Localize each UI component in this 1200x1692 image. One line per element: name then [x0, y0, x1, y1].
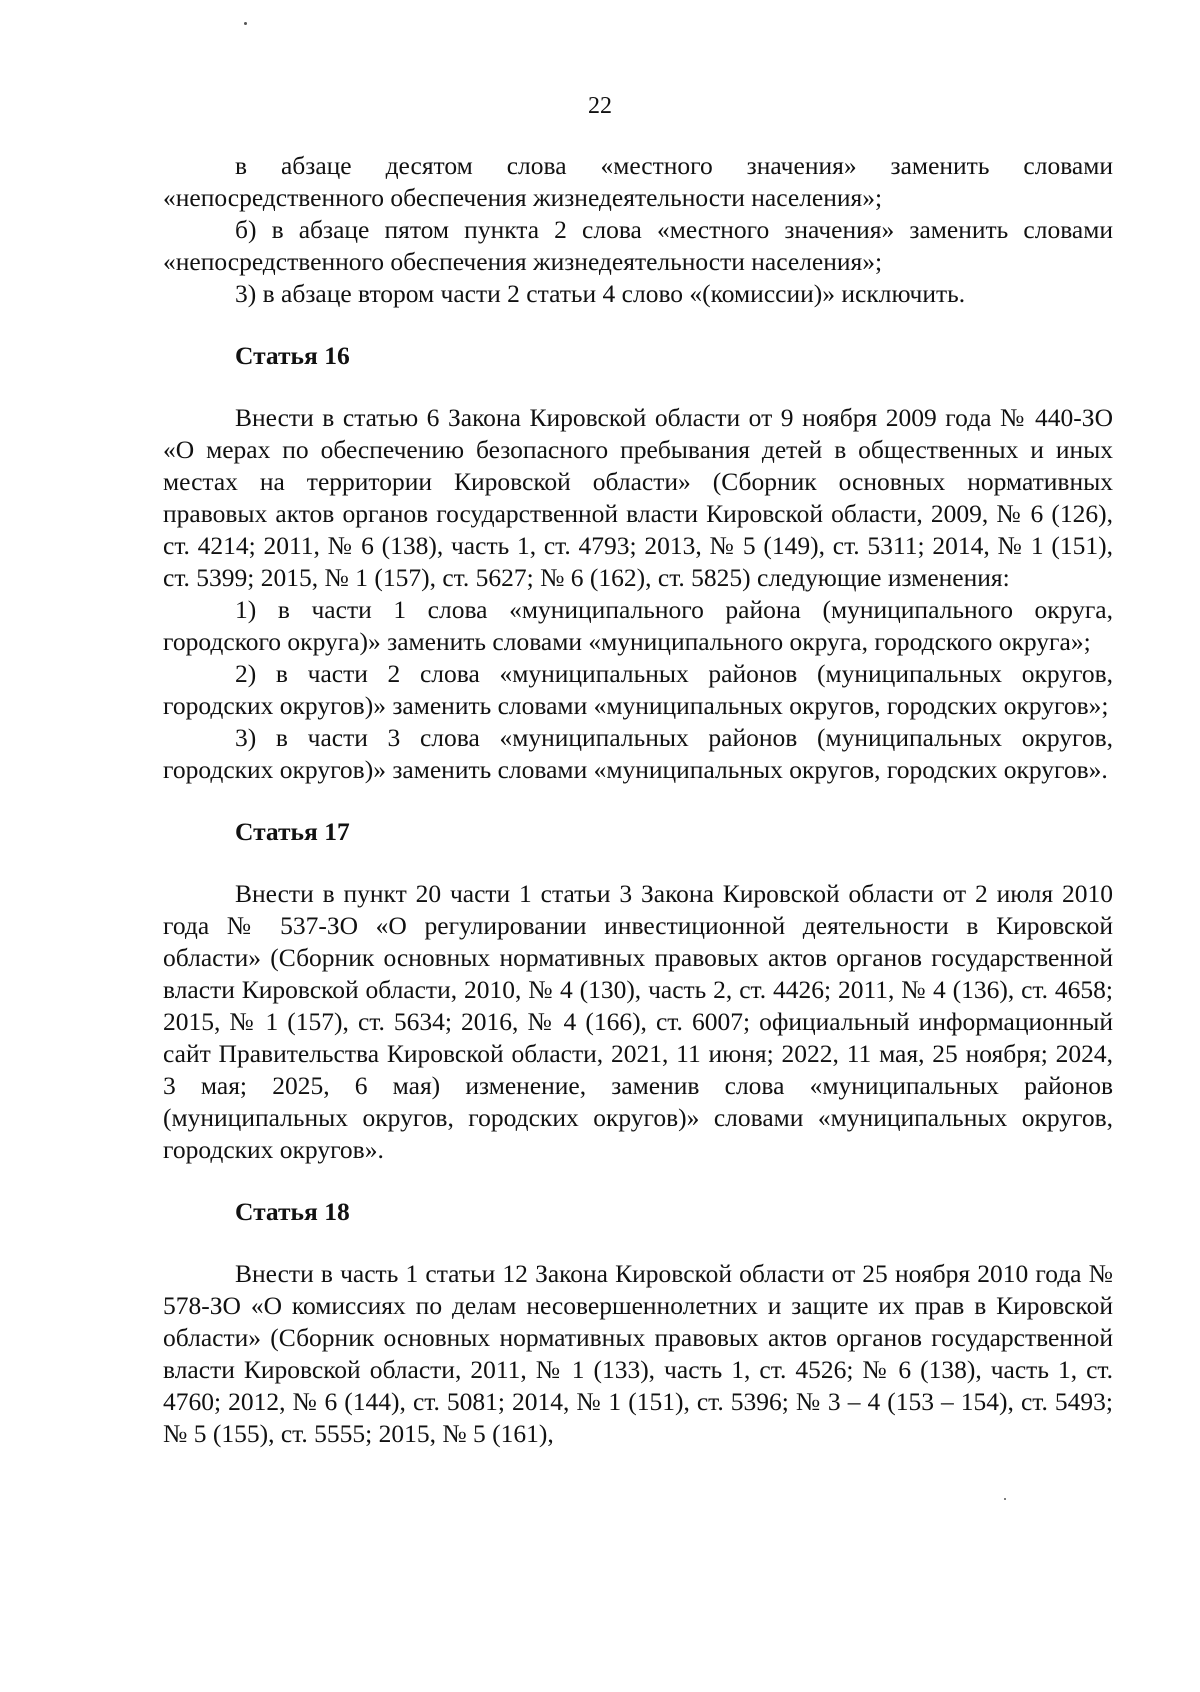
paragraph: б) в абзаце пятом пункта 2 слова «местного значения» заменить словами «непосредственного обеспечения жизнедеятельности населения»; — [163, 215, 1113, 276]
article-paragraph: Внести в пункт 20 части 1 статьи 3 Закона Кировской области от 2 июля 2010 года № 537-ЗО «О регулировании инвестиционной деятельности в Кировской области» (Сборник основных нормативных правовых актов органов государственной власти Кировской области, 2010, № 4 (130), часть 2, ст. 4426; 2011, № 4 (136), ст. 4658; 2015, № 1 (157), ст. 5634; 2016, № 4 (166), ст. 6007; официальный информационный сайт Правительства Кировской области, 2021, 11 июня; 2022, 11 мая, 25 ноября; 2024, 3 мая; 2025, 6 мая) изменение, заменив слова «муниципальных районов (муниципальных округов, городских округов)» словами «муниципальных округов, городских округов». — [163, 879, 1113, 1164]
paragraph: в абзаце десятом слова «местного значения» заменить словами «непосредственного обеспечения жизнедеятельности населения»; — [163, 151, 1113, 212]
page-number: 22 — [588, 93, 612, 119]
article-heading: Статья 17 — [235, 817, 350, 846]
article-paragraph: Внести в статью 6 Закона Кировской области от 9 ноября 2009 года № 440-ЗО «О мерах по обеспечению безопасного пребывания детей в общественных и иных местах на территории Кировской области» (Сборник основных нормативных правовых актов органов государственной власти Кировской области, 2009, № 6 (126), ст. 4214; 2011, № 6 (138), часть 1, ст. 4793; 2013, № 5 (149), ст. 5311; 2014, № 1 (151), ст. 5399; 2015, № 1 (157), ст. 5627; № 6 (162), ст. 5825) следующие изменения: — [163, 403, 1113, 592]
list-item: 1) в части 1 слова «муниципального района (муниципального округа, городского округа)» заменить словами «муниципального округа, городского округа»; — [163, 595, 1113, 656]
list-item: 3) в части 3 слова «муниципальных районов (муниципальных округов, городских округов)» заменить словами «муниципальных округов, городских округов». — [163, 723, 1113, 784]
article-heading: Статья 18 — [235, 1197, 350, 1226]
list-item: 2) в части 2 слова «муниципальных районов (муниципальных округов, городских округов)» заменить словами «муниципальных округов, городских округов»; — [163, 659, 1113, 720]
article-paragraph: Внести в часть 1 статьи 12 Закона Кировской области от 25 ноября 2010 года № 578-ЗО «О комиссиях по делам несовершеннолетних и защите их прав в Кировской области» (Сборник основных нормативных правовых актов органов государственной власти Кировской области, 2011, № 1 (133), часть 1, ст. 4526; № 6 (138), часть 1, ст. 4760; 2012, № 6 (144), ст. 5081; 2014, № 1 (151), ст. 5396; № 3 – 4 (153 – 154), ст. 5493; № 5 (155), ст. 5555; 2015, № 5 (161), — [163, 1259, 1113, 1448]
document-body — [163, 150, 1113, 1450]
paragraph: 3) в абзаце втором части 2 статьи 4 слово «(комиссии)» исключить. — [235, 279, 966, 308]
article-heading: Статья 16 — [235, 341, 350, 370]
scan-speck — [244, 22, 247, 25]
scan-speck — [1004, 1498, 1006, 1500]
